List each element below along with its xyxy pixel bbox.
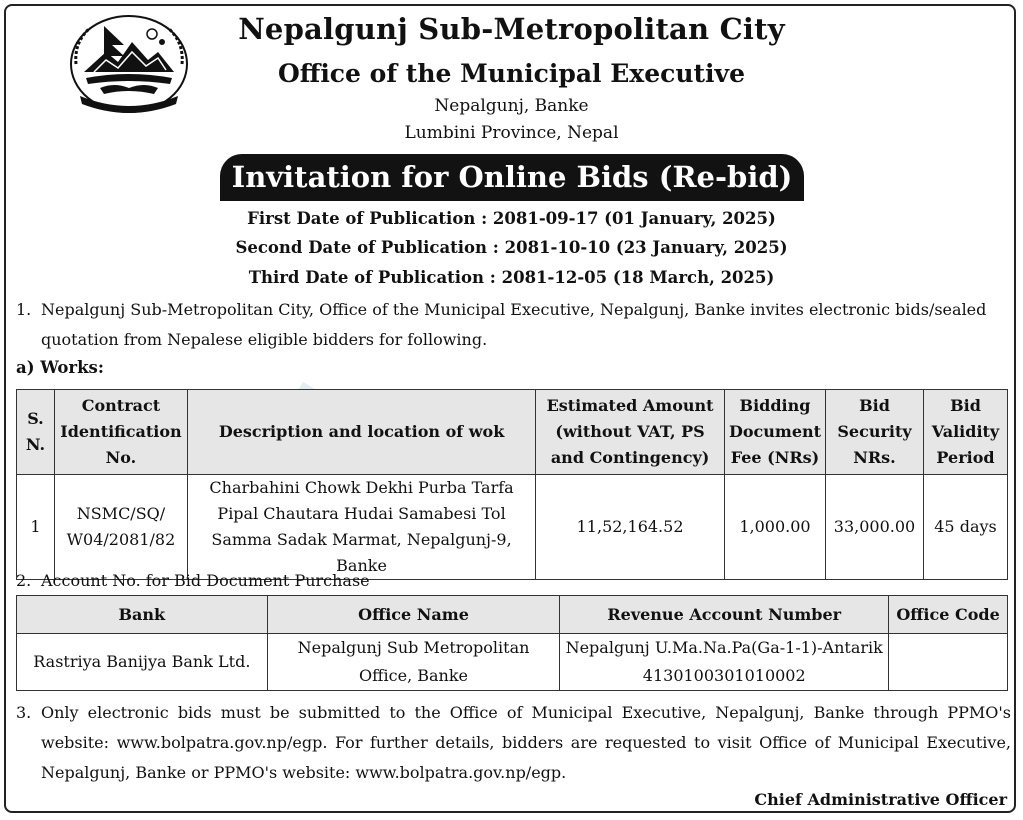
paragraph-3 (16, 698, 1011, 788)
cell-sn: 1 (17, 475, 55, 580)
cell-revenue-account: Nepalgunj U.Ma.Na.Pa(Ga-1-1)-Antarik 4130100301010002 (560, 634, 889, 691)
col-header-contract-id: Contract Identification No. (54, 390, 187, 475)
col-header-description: Description and location of wok (187, 390, 535, 475)
cell-document-fee: 1,000.00 (724, 475, 825, 580)
cell-estimated-amount: 11,52,164.52 (536, 475, 725, 580)
notice-banner-title: Invitation for Online Bids (Re-bid) (220, 154, 804, 201)
col-header-validity-period: Bid Validity Period (923, 390, 1007, 475)
works-table (16, 389, 1008, 580)
cell-office-code (889, 634, 1008, 691)
address-line-2: Lumbini Province, Nepal (404, 123, 619, 143)
cell-description: Charbahini Chowk Dekhi Purba Tarfa Pipal Chautara Hudai Samabesi Tol Samma Sadak Marmat, Nepalgunj-9, Banke (187, 475, 535, 580)
cell-bid-security: 33,000.00 (826, 475, 924, 580)
col-header-bank: Bank (17, 596, 268, 634)
cell-office-name: Nepalgunj Sub Metropolitan Office, Banke (267, 634, 560, 691)
works-label: a) Works: (16, 358, 104, 377)
paragraph-number: 2. (16, 571, 32, 590)
paragraph-number: 1. (16, 300, 32, 319)
office-title: Office of the Municipal Executive (278, 59, 745, 88)
account-table-header-row (17, 596, 1008, 634)
table-row (17, 634, 1008, 691)
paragraph-text: Nepalgunj Sub-Metropolitan City, Office of the Municipal Executive, Nepalgunj, Banke invites electronic bids/sealed quotation from Nepalese eligible bidders for following. (41, 300, 987, 349)
col-header-bid-security: Bid Security NRs. (826, 390, 924, 475)
third-publication-date: Third Date of Publication : 2081-12-05 (18 March, 2025) (248, 268, 775, 287)
col-header-sn: S. N. (17, 390, 55, 475)
col-header-document-fee: Bidding Document Fee (NRs) (724, 390, 825, 475)
signature-title: Chief Administrative Officer (754, 790, 1007, 809)
city-title: Nepalgunj Sub-Metropolitan City (238, 12, 785, 46)
paragraph-text: Only electronic bids must be submitted to the Office of Municipal Executive, Nepalgunj, Banke through PPMO's website: www.bolpatra.gov.np/egp. For further details, bidders are requested to visit Office of Municipal Executive, Nepalgunj, Banke or PPMO's website: www.bolpatra.gov.np/egp. (41, 703, 1011, 782)
first-publication-date: First Date of Publication : 2081-09-17 (01 January, 2025) (247, 209, 776, 228)
account-table (16, 595, 1008, 691)
col-header-office-code: Office Code (889, 596, 1008, 634)
col-header-estimated-amount: Estimated Amount (without VAT, PS and Contingency) (536, 390, 725, 475)
col-header-office-name: Office Name (267, 596, 560, 634)
paragraph-2 (16, 566, 1011, 596)
paragraph-number: 3. (16, 703, 32, 722)
cell-contract-id: NSMC/SQ/ W04/2081/82 (54, 475, 187, 580)
second-publication-date: Second Date of Publication : 2081-10-10 (23 January, 2025) (235, 238, 788, 257)
paragraph-text: Account No. for Bid Document Purchase (41, 571, 370, 590)
cell-bank: Rastriya Banijya Bank Ltd. (17, 634, 268, 691)
paragraph-1 (16, 295, 1011, 355)
table-row (17, 475, 1008, 580)
works-table-header-row (17, 390, 1008, 475)
address-line-1: Nepalgunj, Banke (434, 96, 589, 116)
col-header-revenue-account: Revenue Account Number (560, 596, 889, 634)
cell-validity-period: 45 days (923, 475, 1007, 580)
